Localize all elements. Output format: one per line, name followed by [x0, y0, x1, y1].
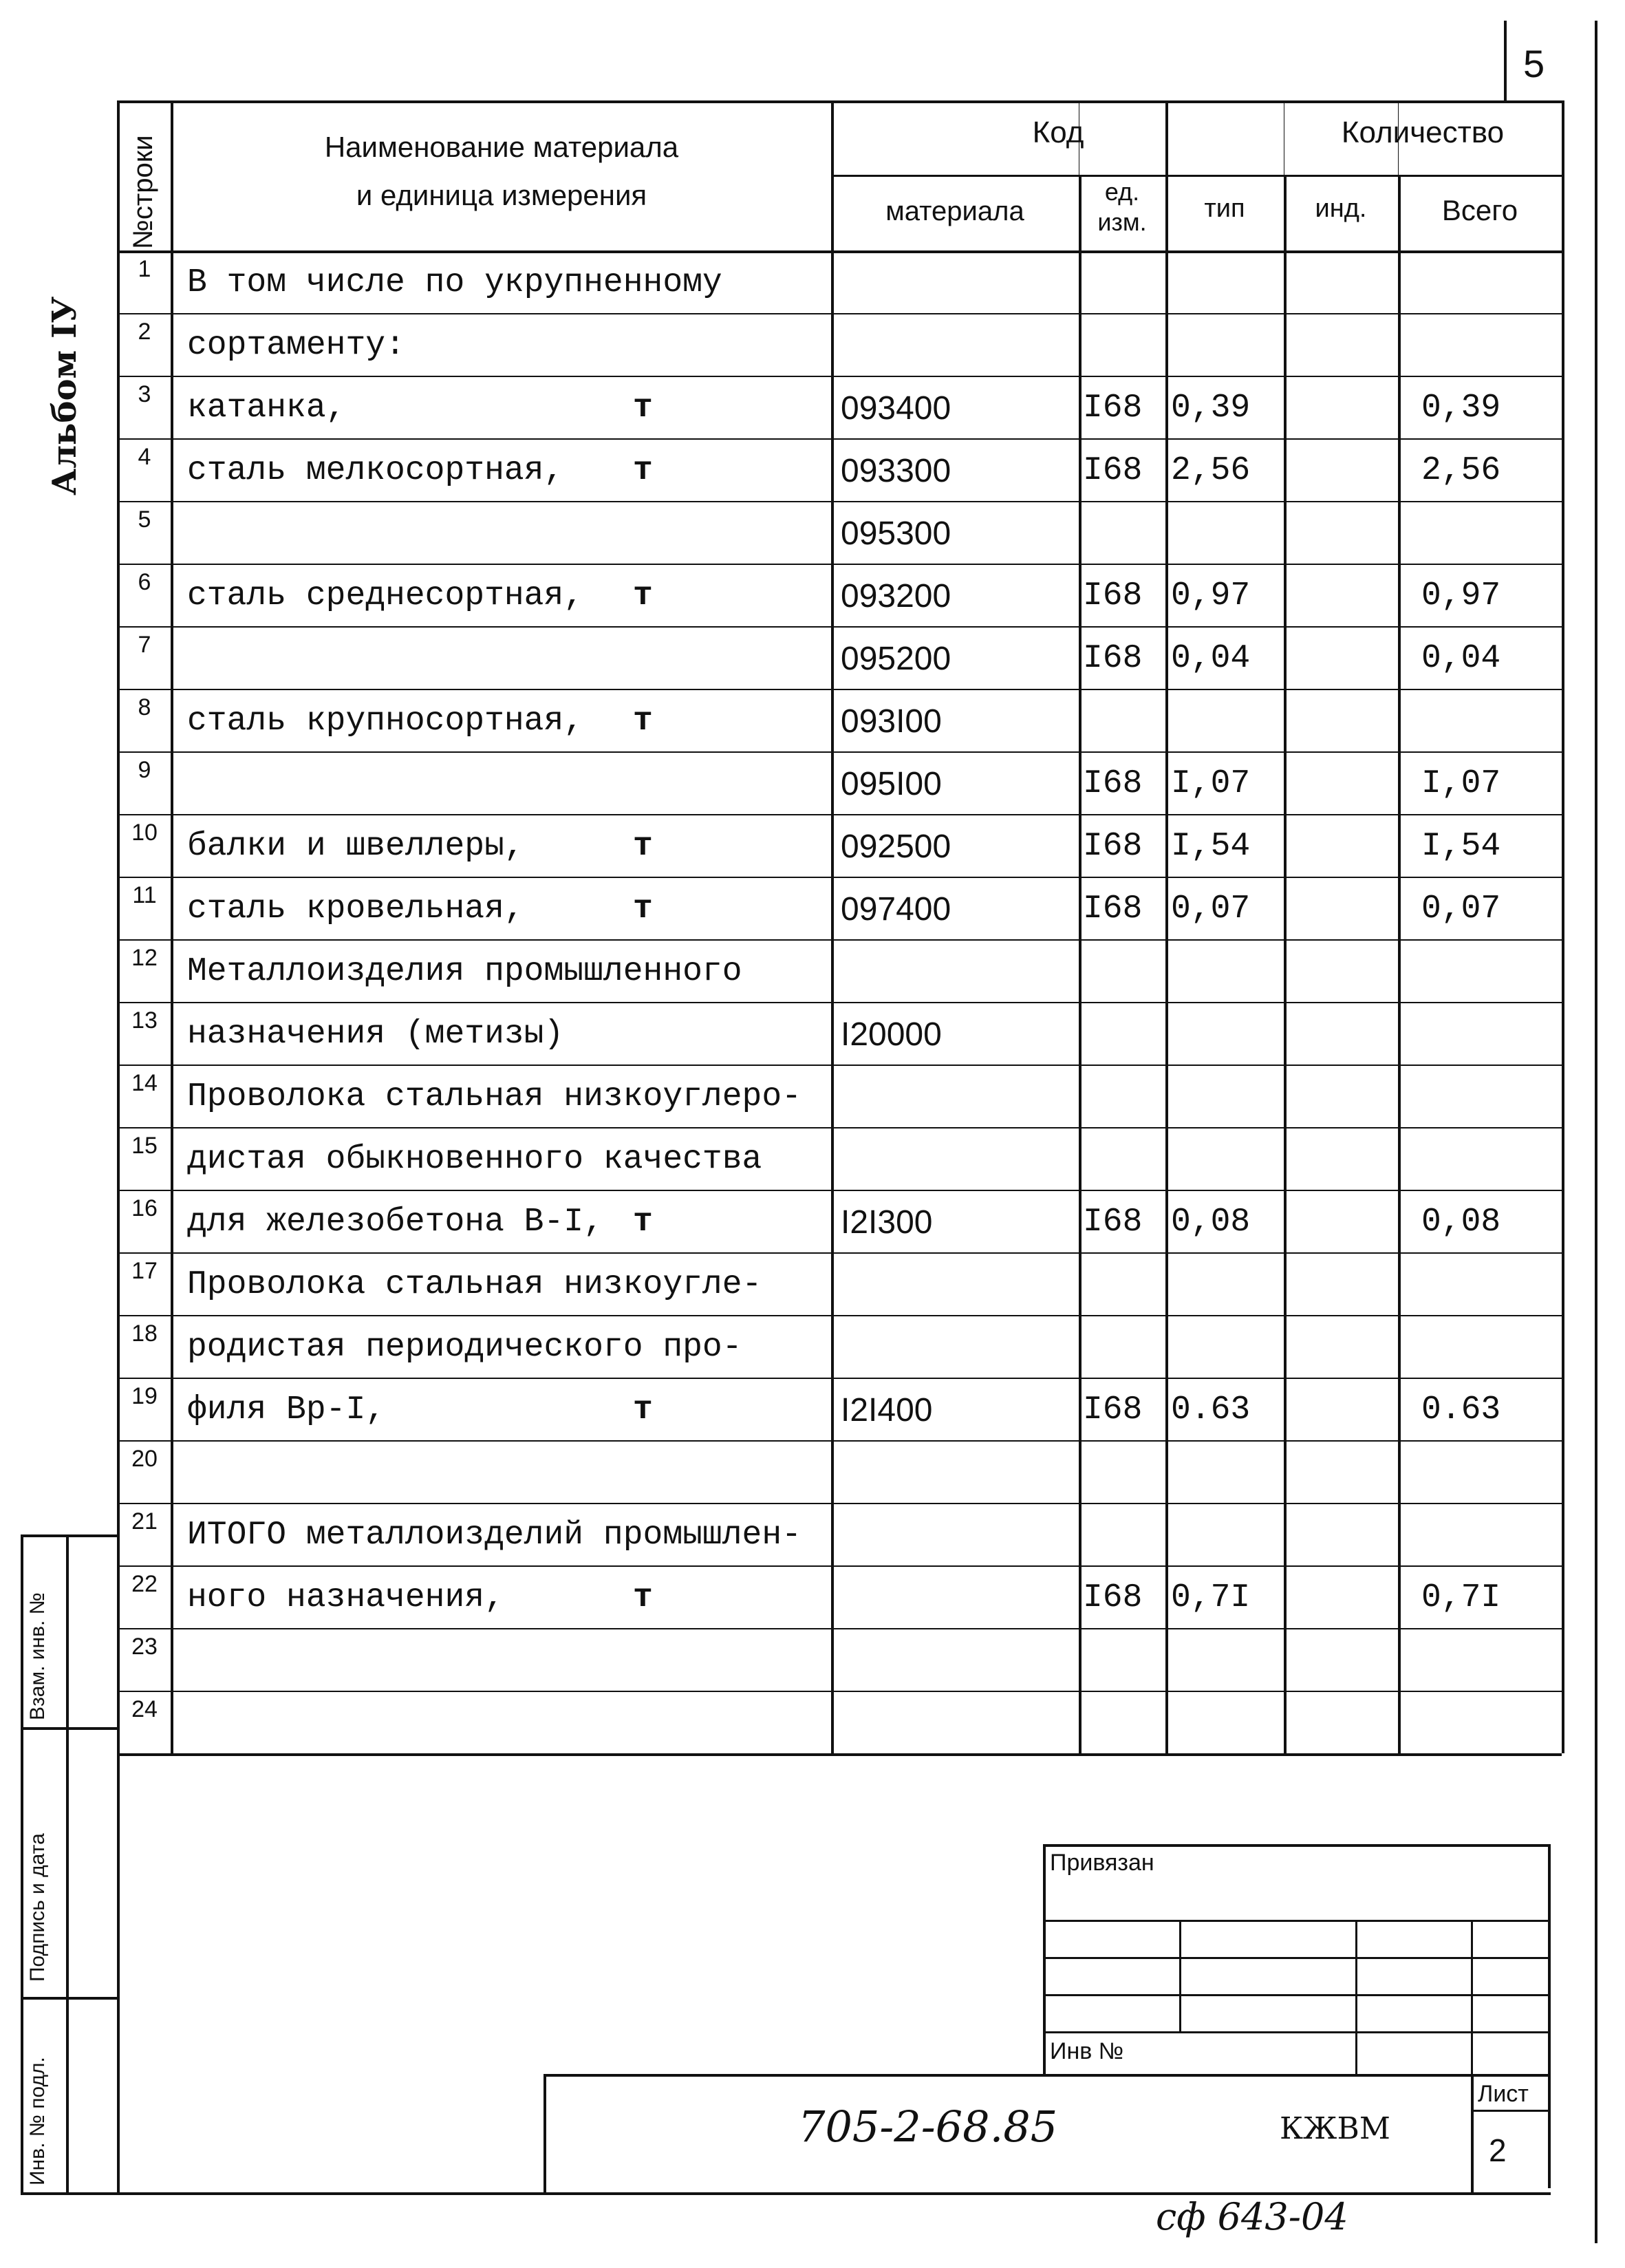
row-unit: I68	[1083, 1579, 1143, 1616]
row-number: 9	[138, 757, 151, 783]
row-code: 095I00	[841, 766, 942, 802]
row-total: 0,39	[1421, 389, 1501, 427]
row-unit: I68	[1083, 828, 1143, 865]
row-total: 0,08	[1421, 1203, 1501, 1241]
row-code: 095200	[841, 641, 951, 677]
privyazan-label: Привязан	[1050, 1850, 1154, 1876]
vzam-inv-label: Взам. инв. №	[26, 1592, 49, 1720]
sheet-label: Лист	[1478, 2081, 1529, 2107]
row-name: ного назначения,	[187, 1579, 504, 1616]
row-unit-t: т	[633, 1391, 653, 1429]
row-typ: 0,97	[1171, 577, 1251, 614]
row-name: сталь кровельная,	[187, 890, 524, 928]
row-name: филя Вр-I,	[187, 1391, 386, 1429]
row-number: 5	[138, 506, 151, 533]
row-number: 18	[131, 1320, 158, 1347]
row-typ: 2,56	[1171, 452, 1251, 489]
header-unit-1: ед.	[1104, 178, 1140, 206]
row-unit: I68	[1083, 389, 1143, 427]
row-number: 10	[131, 820, 158, 846]
row-unit-t: т	[633, 890, 653, 928]
row-name: Проволока стальная низкоуглеро-	[187, 1078, 801, 1115]
row-code: 092500	[841, 828, 951, 865]
album-label: Альбом IУ	[45, 296, 84, 495]
row-total: I,54	[1421, 828, 1501, 865]
row-total: 2,56	[1421, 452, 1501, 489]
row-total: 0,97	[1421, 577, 1501, 614]
row-name: балки и швеллеры,	[187, 828, 524, 865]
row-unit-t: т	[633, 703, 653, 740]
row-code: 093300	[841, 453, 951, 489]
row-unit-t: т	[633, 577, 653, 614]
row-number: 2	[138, 319, 151, 345]
row-number: 14	[131, 1070, 158, 1096]
header-unit-2: изм.	[1097, 208, 1147, 236]
row-name: сортаменту:	[187, 327, 405, 364]
row-name: дистая обыкновенного качества	[187, 1141, 762, 1178]
row-number: 16	[131, 1195, 158, 1221]
row-number: 1	[138, 256, 151, 282]
row-name: катанка,	[187, 389, 346, 427]
row-typ: 0.63	[1171, 1391, 1251, 1429]
row-number: 23	[131, 1634, 158, 1660]
row-total: 0,07	[1421, 890, 1501, 928]
row-number: 12	[131, 945, 158, 971]
footer-note: сф 643-04	[1156, 2195, 1348, 2238]
row-typ: 0,7I	[1171, 1579, 1251, 1616]
row-unit: I68	[1083, 1391, 1143, 1429]
row-code: I2I300	[841, 1204, 933, 1241]
designation: 705-2-68.85	[798, 2101, 1058, 2152]
row-name: назначения (метизы)	[187, 1016, 564, 1053]
row-name: родистая периодического про-	[187, 1329, 742, 1366]
row-code: 095300	[841, 515, 951, 552]
header-material: материала	[885, 196, 1024, 226]
row-number: 22	[131, 1571, 158, 1597]
row-unit: I68	[1083, 890, 1143, 928]
row-unit: I68	[1083, 640, 1143, 677]
header-ind: инд.	[1315, 194, 1367, 223]
row-unit-t: т	[633, 452, 653, 489]
document-code: КЖВМ	[1280, 2111, 1390, 2146]
header-quantity: Количество	[1341, 116, 1505, 149]
row-number: 11	[132, 882, 157, 908]
row-typ: 0,04	[1171, 640, 1251, 677]
row-unit-t: т	[633, 1203, 653, 1241]
row-name: Металлоизделия промышленного	[187, 953, 742, 990]
row-code: I2I400	[841, 1392, 933, 1429]
row-typ: 0,07	[1171, 890, 1251, 928]
row-unit: I68	[1083, 452, 1143, 489]
row-code: 093400	[841, 390, 951, 427]
row-number: 4	[138, 444, 151, 470]
row-number: 6	[138, 569, 151, 595]
row-name: для железобетона В-I,	[187, 1203, 603, 1241]
header-total: Всего	[1441, 194, 1518, 226]
row-number: 7	[138, 632, 151, 658]
row-name: Проволока стальная низкоугле-	[187, 1266, 762, 1303]
row-unit: I68	[1083, 577, 1143, 614]
row-number: 19	[131, 1383, 158, 1409]
row-name: сталь среднесортная,	[187, 577, 584, 614]
row-name: сталь мелкосортная,	[187, 452, 564, 489]
row-total: 0.63	[1421, 1391, 1501, 1429]
row-unit-t: т	[633, 828, 653, 865]
row-unit: I68	[1083, 1203, 1143, 1241]
row-code: 093200	[841, 578, 951, 614]
row-number: 20	[131, 1446, 158, 1472]
row-number: 13	[131, 1007, 158, 1034]
podpis-data-label: Подпись и дата	[26, 1833, 49, 1982]
row-unit: I68	[1083, 765, 1143, 802]
row-code: I20000	[841, 1016, 942, 1053]
row-unit-t: т	[633, 389, 653, 427]
inv-podl-label: Инв. № подл.	[26, 2057, 49, 2185]
header-name-line2: и единица измерения	[356, 179, 647, 211]
row-total: 0,7I	[1421, 1579, 1501, 1616]
row-typ: I,07	[1171, 765, 1251, 802]
row-code: 097400	[841, 891, 951, 928]
row-typ: 0,08	[1171, 1203, 1251, 1241]
row-number: 21	[131, 1508, 158, 1534]
header-name-line1: Наименование материала	[324, 131, 679, 163]
sheet-number: 2	[1489, 2132, 1507, 2168]
header-row-no: №строки	[128, 135, 158, 249]
row-typ: I,54	[1171, 828, 1251, 865]
row-number: 24	[131, 1696, 158, 1722]
header-code: Код	[1032, 116, 1084, 149]
row-number: 15	[131, 1133, 158, 1159]
row-total: I,07	[1421, 765, 1501, 802]
row-number: 8	[138, 694, 151, 720]
page-number: 5	[1523, 42, 1545, 85]
header-typ: тип	[1204, 194, 1245, 223]
row-code: 093I00	[841, 703, 942, 740]
row-name: сталь крупносортная,	[187, 703, 584, 740]
inv-no-label: Инв №	[1050, 2038, 1124, 2064]
row-total: 0,04	[1421, 640, 1501, 677]
row-name: В том числе по укрупненному	[187, 264, 722, 301]
row-name: ИТОГО металлоизделий промышлен-	[187, 1517, 801, 1554]
row-typ: 0,39	[1171, 389, 1251, 427]
row-number: 3	[138, 381, 151, 407]
row-number: 17	[131, 1258, 158, 1284]
row-unit-t: т	[633, 1579, 653, 1616]
